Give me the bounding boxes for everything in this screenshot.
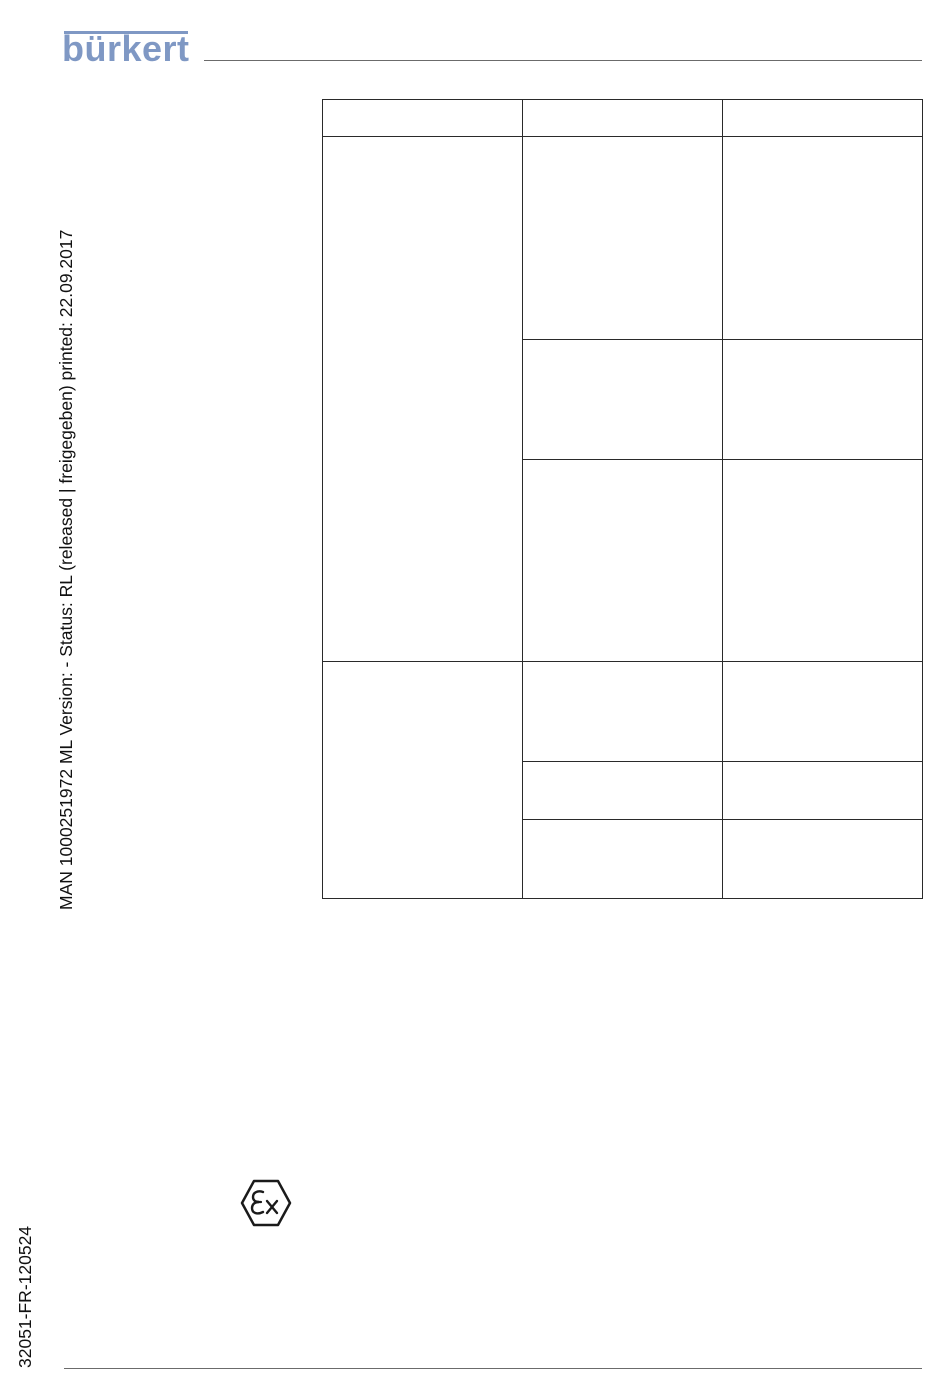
table-cell <box>723 820 923 899</box>
table-header-row <box>323 100 923 137</box>
column-header <box>323 100 523 137</box>
table-row <box>323 137 923 340</box>
table-cell <box>723 662 923 762</box>
table-cell <box>723 340 923 460</box>
table-cell <box>523 460 723 662</box>
table-cell <box>523 662 723 762</box>
brand-logo: bürkert <box>62 28 190 69</box>
column-header <box>523 100 723 137</box>
table-row <box>323 662 923 762</box>
column-header <box>723 100 923 137</box>
spec-table <box>322 99 923 899</box>
table-cell <box>723 460 923 662</box>
table-cell <box>523 340 723 460</box>
table-cell <box>523 762 723 820</box>
form-id-label: 32051-FR-120524 <box>15 1225 35 1368</box>
atex-ex-hexagon-icon <box>240 1179 292 1227</box>
table-cell <box>723 137 923 340</box>
table-cell <box>723 762 923 820</box>
header-rule <box>204 60 922 61</box>
document-id-label: MAN 1000251972 ML Version: - Status: RL (released | freigegeben) printed: 22.09.2017 <box>56 229 76 910</box>
table-cell <box>523 137 723 340</box>
table-cell <box>323 662 523 899</box>
table-cell <box>523 820 723 899</box>
footer-rule <box>64 1368 922 1369</box>
table-cell <box>323 137 523 662</box>
